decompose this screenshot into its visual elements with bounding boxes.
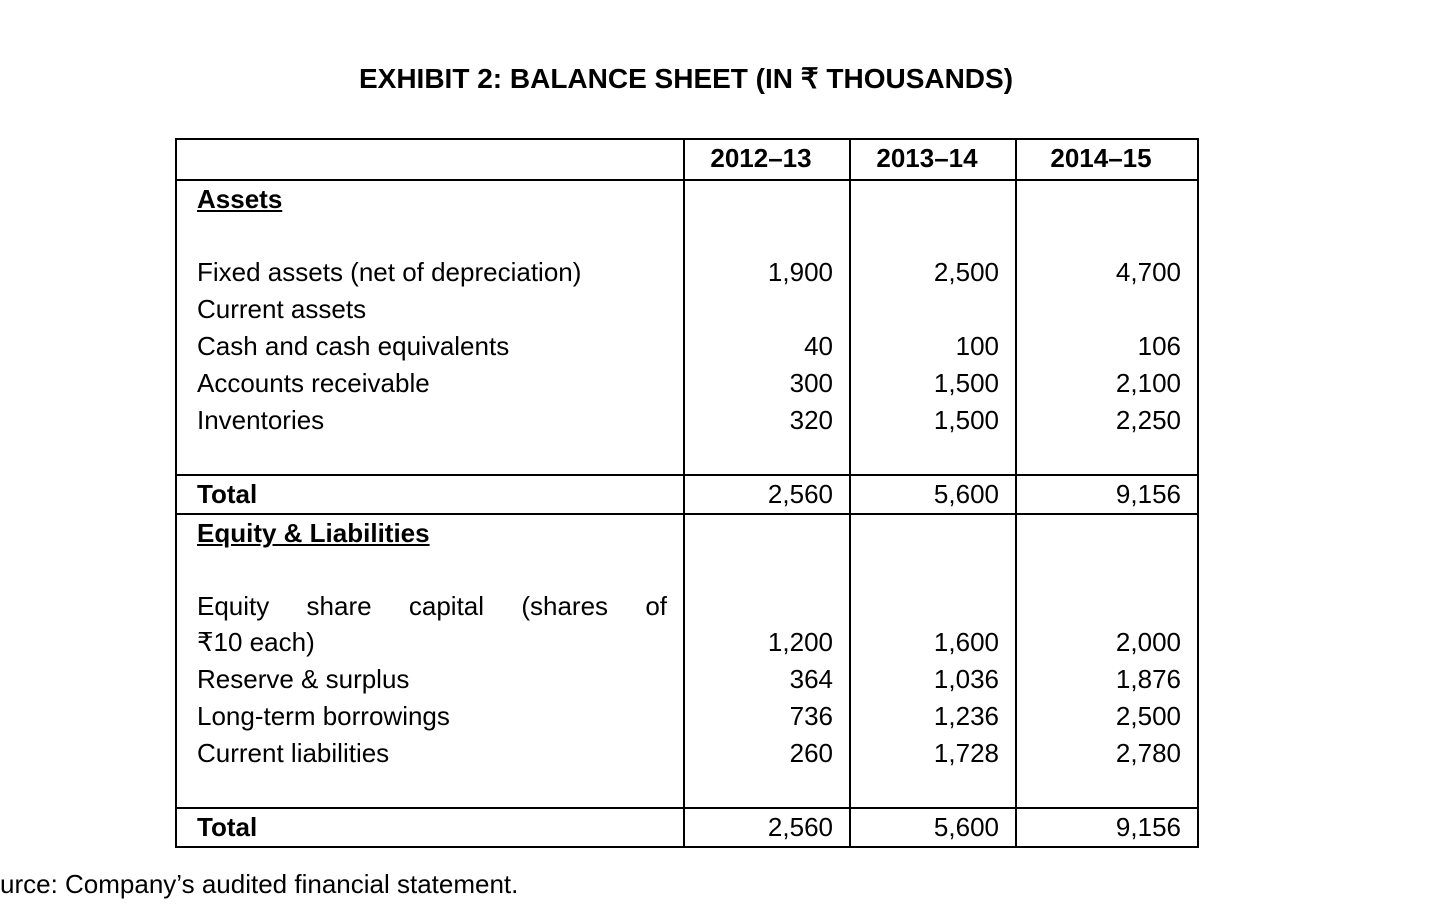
value-cell: 2,500	[1016, 698, 1198, 735]
value-cell	[1016, 291, 1198, 328]
value-cell: 2,100	[1016, 365, 1198, 402]
value-cell	[1016, 180, 1198, 218]
table-row	[176, 402, 1198, 439]
spacer-row	[176, 218, 1198, 254]
row-label	[176, 588, 684, 661]
section-header-row	[176, 514, 1198, 552]
value-cell: 106	[1016, 328, 1198, 365]
table-row	[176, 291, 1198, 328]
value-cell	[850, 291, 1016, 328]
value-cell: 100	[850, 328, 1016, 365]
column-header: 2014–15	[1016, 139, 1198, 180]
value-cell: 1,500	[850, 365, 1016, 402]
table-row	[176, 735, 1198, 772]
row-label: Current assets	[197, 294, 367, 324]
table-row	[176, 698, 1198, 735]
row-label	[176, 514, 684, 552]
value-cell: 364	[684, 661, 850, 698]
row-label: Total	[176, 808, 684, 847]
section-label-assets: Assets	[197, 184, 283, 214]
section-label-equity-liabilities: Equity & Liabilities	[197, 518, 430, 548]
row-label: Long-term borrowings	[197, 701, 450, 731]
value-cell	[684, 514, 850, 552]
value-cell: 9,156	[1016, 808, 1198, 847]
row-label: Reserve & surplus	[197, 664, 410, 694]
value-cell: 1,600	[850, 588, 1016, 661]
value-cell: 1,500	[850, 402, 1016, 439]
value-cell: 9,156	[1016, 475, 1198, 514]
column-header: 2013–14	[850, 139, 1016, 180]
spacer-row	[176, 772, 1198, 808]
value-cell: 1,876	[1016, 661, 1198, 698]
total-row	[176, 808, 1198, 847]
value-cell: 2,560	[684, 475, 850, 514]
page-title: EXHIBIT 2: BALANCE SHEET (IN ₹ THOUSANDS)	[358, 63, 1014, 94]
document-page	[175, 0, 1197, 848]
spacer-row	[176, 552, 1198, 588]
value-cell	[684, 180, 850, 218]
spacer-row	[176, 439, 1198, 475]
value-cell: 2,500	[850, 254, 1016, 291]
row-label: Total	[176, 475, 684, 514]
table-row	[176, 365, 1198, 402]
table-header-row	[176, 139, 1198, 180]
row-label: Fixed assets (net of depreciation)	[197, 257, 582, 287]
value-cell: 1,236	[850, 698, 1016, 735]
total-row	[176, 475, 1198, 514]
empty-header-cell	[176, 139, 684, 180]
value-cell: 1,900	[684, 254, 850, 291]
value-cell: 300	[684, 365, 850, 402]
balance-sheet-table	[175, 138, 1199, 848]
value-cell: 1,728	[850, 735, 1016, 772]
row-label: Accounts receivable	[197, 368, 430, 398]
table-row	[176, 328, 1198, 365]
column-header: 2012–13	[684, 139, 850, 180]
value-cell: 260	[684, 735, 850, 772]
row-label: Current liabilities	[197, 738, 390, 768]
table-row	[176, 588, 1198, 661]
table-row	[176, 254, 1198, 291]
row-label-line-1: Equity share capital (shares of	[197, 591, 667, 621]
value-cell: 5,600	[850, 808, 1016, 847]
value-cell: 2,560	[684, 808, 850, 847]
value-cell: 1,036	[850, 661, 1016, 698]
section-header-row	[176, 180, 1198, 218]
row-label: Cash and cash equivalents	[197, 331, 510, 361]
value-cell: 40	[684, 328, 850, 365]
value-cell: 320	[684, 402, 850, 439]
row-label	[176, 180, 684, 218]
value-cell: 2,000	[1016, 588, 1198, 661]
row-label-line-2: ₹10 each)	[197, 627, 315, 657]
table-row	[176, 661, 1198, 698]
value-cell: 1,200	[684, 588, 850, 661]
value-cell	[850, 514, 1016, 552]
row-label: Inventories	[197, 405, 325, 435]
value-cell: 736	[684, 698, 850, 735]
value-cell: 2,250	[1016, 402, 1198, 439]
value-cell: 2,780	[1016, 735, 1198, 772]
source-note: urce: Company’s audited financial statement.	[0, 869, 519, 899]
value-cell	[850, 180, 1016, 218]
value-cell	[1016, 514, 1198, 552]
value-cell: 5,600	[850, 475, 1016, 514]
value-cell	[684, 291, 850, 328]
value-cell: 4,700	[1016, 254, 1198, 291]
